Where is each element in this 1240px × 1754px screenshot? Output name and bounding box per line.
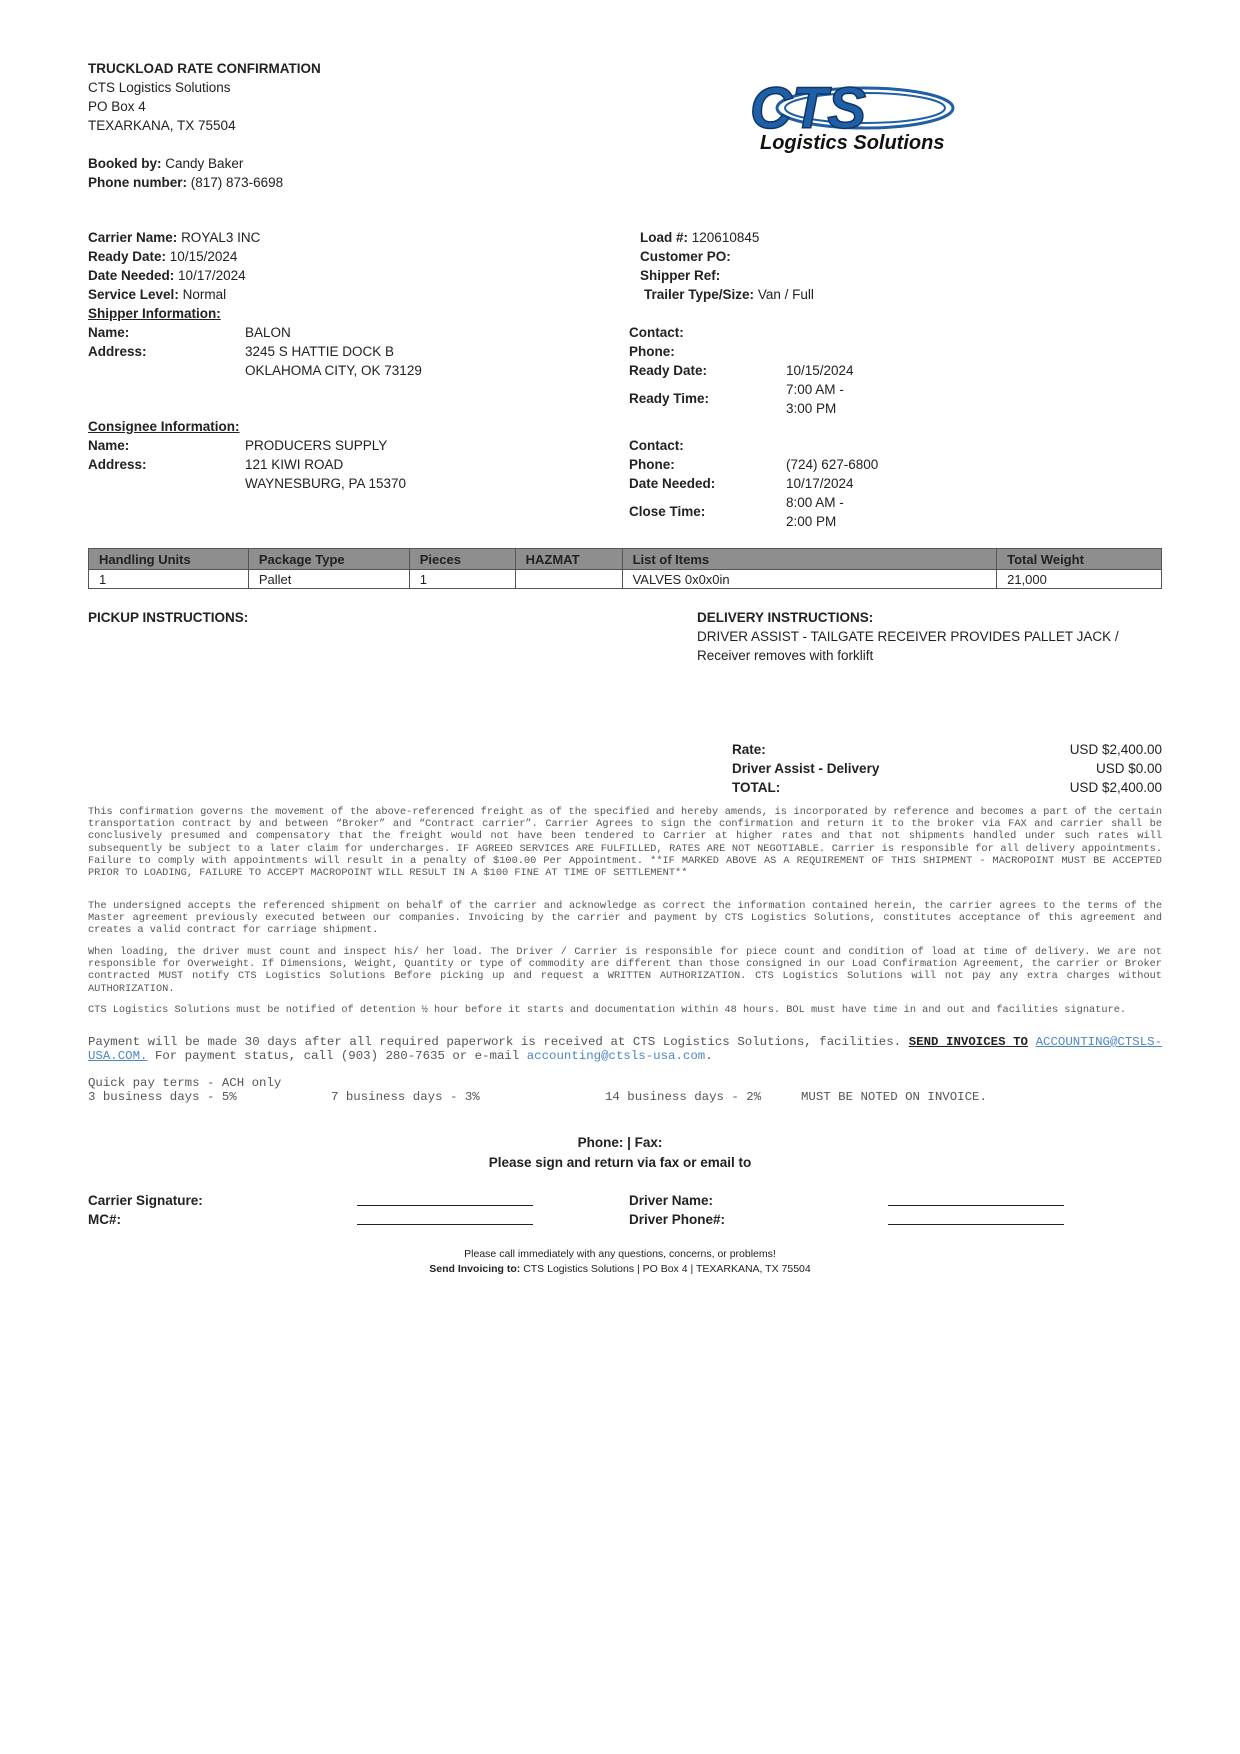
consignee-date-needed: 10/17/2024 <box>786 476 854 491</box>
consignee-address-label: Address: <box>88 457 147 472</box>
shipper-name: BALON <box>245 325 291 340</box>
shipper-ready-date: 10/15/2024 <box>786 363 854 378</box>
cell-list-of-items: VALVES 0x0x0in <box>622 570 997 589</box>
rate-row: Rate: USD $2,400.00 <box>732 742 1162 757</box>
consignee-contact-label: Contact: <box>629 438 684 453</box>
shipper-ready-time: 7:00 AM - 3:00 PM <box>786 382 844 416</box>
footer-send-invoicing: Send Invoicing to: CTS Logistics Solutions | PO Box 4 | TEXARKANA, TX 75504 <box>429 1263 811 1275</box>
consignee-close-time-label: Close Time: <box>629 504 706 519</box>
load-info-right <box>640 228 814 304</box>
shipper-address: 3245 S HATTIE DOCK B OKLAHOMA CITY, OK 73129 <box>245 344 422 378</box>
carrier-signature-field[interactable] <box>357 1191 533 1206</box>
shipper-ready-date-label: Ready Date: <box>629 363 708 378</box>
consignee-name: PRODUCERS SUPPLY <box>245 438 388 453</box>
service-level: Service Level: Normal <box>88 287 227 302</box>
shipper-address-label: Address: <box>88 344 147 359</box>
shipper-name-label: Name: <box>88 325 130 340</box>
terms-paragraph-1: This confirmation governs the movement of the above-referenced freight as of the specified and hereby amends, is incorporated by reference and becomes a part of the certain transportation contract by and between “Broker” and “Contract carrier”. Carrier Agrees to sign the confirmation and return it to the broker via FAX and carrier shall be conclusively presumed and compensatory that the freight would not have been tendered to Carrier at higher rates and that not shipments handled under such rates will subsequently be subject to a later claim for undercharges. IF AGREED SERVICES ARE FULFILLED, RATES ARE NOT NEGOTIABLE. Carrier is responsible for all delivery appointments. Failure to comply with appointments will result in a penalty of $100.00 Per Appointment. **IF MARKED ABOVE AS A REQUIREMENT OF THIS SHIPMENT - MACROPOINT MUST BE ACCEPTED PRIOR TO LOADING, FAILURE TO ACCEPT MACROPOINT WILL RESULT IN A $100 FINE AT TIME OF SETTLEMENT** <box>88 806 1162 880</box>
total-row: TOTAL: USD $2,400.00 <box>732 780 1162 795</box>
logo-subtitle: Logistics Solutions <box>760 132 945 154</box>
mc-label: MC#: <box>88 1212 121 1227</box>
consignee-phone-label: Phone: <box>629 457 675 472</box>
company-header <box>88 59 321 192</box>
trailer-type: Trailer Type/Size: Van / Full <box>644 287 814 302</box>
cell-package-type: Pallet <box>248 570 409 589</box>
driver-phone-field[interactable] <box>888 1210 1064 1225</box>
shipper-ref: Shipper Ref: <box>640 268 721 283</box>
ready-date: Ready Date: 10/15/2024 <box>88 249 238 264</box>
terms-paragraph-3: When loading, the driver must count and inspect his/ her load. The Driver / Carrier is responsible for piece count and condition of load at time of delivery. We are not responsible for Overweight. If Dimensions, Weight, Quantity or type of commodity are different than those consigned in our Load Confirmation Agreement, the carrier or Broker contracted MUST notify CTS Logistics Solutions Before picking up and request a WRITTEN AUTHORIZATION. CTS Logistics Solutions will not pay any extra charges without AUTHORIZATION. <box>88 946 1162 995</box>
cell-handling-units: 1 <box>89 570 249 589</box>
quick-pay-row: 3 business days - 5% 7 business days - 3% 14 business days - 2% MUST BE NOTED ON INVOICE. <box>88 1090 987 1104</box>
col-list-of-items: List of Items <box>622 549 997 570</box>
footer-note: Please call immediately with any questions, concerns, or problems! <box>464 1248 776 1260</box>
sign-return-note: Please sign and return via fax or email to <box>488 1155 752 1170</box>
mc-field[interactable] <box>357 1210 533 1225</box>
send-invoices-to: SEND INVOICES TO <box>908 1035 1028 1049</box>
col-handling-units: Handling Units <box>89 549 249 570</box>
rates-block <box>732 740 1162 797</box>
carrier-signature-label: Carrier Signature: <box>88 1193 203 1208</box>
date-needed: Date Needed: 10/17/2024 <box>88 268 246 283</box>
terms-paragraph-4: CTS Logistics Solutions must be notified of detention ½ hour before it starts and documentation within 48 hours. BOL must have time in and out and facilities signature. <box>88 1004 1127 1016</box>
accounting-email-upper-link[interactable]: ACCOUNTING@CTSLS-USA.COM. <box>88 1035 1163 1063</box>
col-pieces: Pieces <box>409 549 515 570</box>
shipper-heading: Shipper Information: <box>88 306 221 321</box>
company-name: CTS Logistics Solutions <box>88 80 231 95</box>
payment-terms: Payment will be made 30 days after all required paperwork is received at CTS Logistics Solutions, facilities. SEND INVOICES TO ACCOUNTING@CTSLS-USA.COM. For payment status, call (903) 280-7635 or e-mail accounting@ctsls-usa.com. <box>88 1035 1163 1063</box>
carrier-name: Carrier Name: ROYAL3 INC <box>88 230 261 245</box>
col-total-weight: Total Weight <box>997 549 1162 570</box>
accounting-email-link[interactable]: accounting@ctsls-usa.com <box>526 1049 706 1063</box>
cell-hazmat <box>515 570 622 589</box>
footer <box>0 1247 1240 1277</box>
quick-pay-terms <box>88 1076 1162 1104</box>
items-table <box>88 548 1162 589</box>
logo-text: CTS <box>750 78 866 141</box>
delivery-instructions-label: DELIVERY INSTRUCTIONS: <box>697 610 874 625</box>
consignee-heading: Consignee Information: <box>88 419 240 434</box>
driver-name-field[interactable] <box>888 1191 1064 1206</box>
shipper-phone-label: Phone: <box>629 344 675 359</box>
driver-name-label: Driver Name: <box>629 1193 714 1208</box>
col-package-type: Package Type <box>248 549 409 570</box>
table-row <box>89 570 1162 589</box>
delivery-instructions-text-2: Receiver removes with forklift <box>697 648 874 663</box>
cell-pieces: 1 <box>409 570 515 589</box>
terms-paragraph-2: The undersigned accepts the referenced shipment on behalf of the carrier and acknowledge as correct the information contained herein, the carrier agrees to the terms of the Master agreement previously executed between our companies. Invoicing by the carrier and payment by CTS Logistics Solutions, constitutes acceptance of this agreement and creates a valid contract for carriage shipment. <box>88 900 1162 937</box>
delivery-instructions-text-1: DRIVER ASSIST - TAILGATE RECEIVER PROVIDES PALLET JACK / <box>697 629 1119 644</box>
consignee-date-needed-label: Date Needed: <box>629 476 716 491</box>
shipper-ready-time-label: Ready Time: <box>629 391 710 406</box>
consignee-address: 121 KIWI ROAD WAYNESBURG, PA 15370 <box>245 457 407 491</box>
consignee-close-time: 8:00 AM - 2:00 PM <box>786 495 844 529</box>
driver-phone-label: Driver Phone#: <box>629 1212 726 1227</box>
document-title: TRUCKLOAD RATE CONFIRMATION <box>88 61 321 76</box>
pickup-instructions-label: PICKUP INSTRUCTIONS: <box>88 610 249 625</box>
cell-total-weight: 21,000 <box>997 570 1162 589</box>
delivery-instructions <box>697 608 1119 665</box>
company-address-1: PO Box 4 <box>88 99 146 114</box>
booked-by: Booked by: Candy Baker <box>88 156 244 171</box>
quick-pay-title: Quick pay terms - ACH only <box>88 1076 282 1090</box>
consignee-phone: (724) 627-6800 <box>786 457 879 472</box>
customer-po: Customer PO: <box>640 249 731 264</box>
load-info-left <box>88 228 260 304</box>
company-address-2: TEXARKANA, TX 75504 <box>88 118 236 133</box>
booked-phone: Phone number: (817) 873-6698 <box>88 175 284 190</box>
load-number: Load #: 120610845 <box>640 230 760 245</box>
driver-assist-row: Driver Assist - Delivery USD $0.00 <box>732 761 1162 776</box>
phone-fax: Phone: | Fax: <box>577 1135 663 1150</box>
items-table-wrapper <box>88 548 1162 589</box>
consignee-name-label: Name: <box>88 438 130 453</box>
shipper-contact-label: Contact: <box>629 325 684 340</box>
items-table-header <box>89 549 1162 570</box>
col-hazmat: HAZMAT <box>515 549 622 570</box>
company-logo <box>740 78 960 160</box>
